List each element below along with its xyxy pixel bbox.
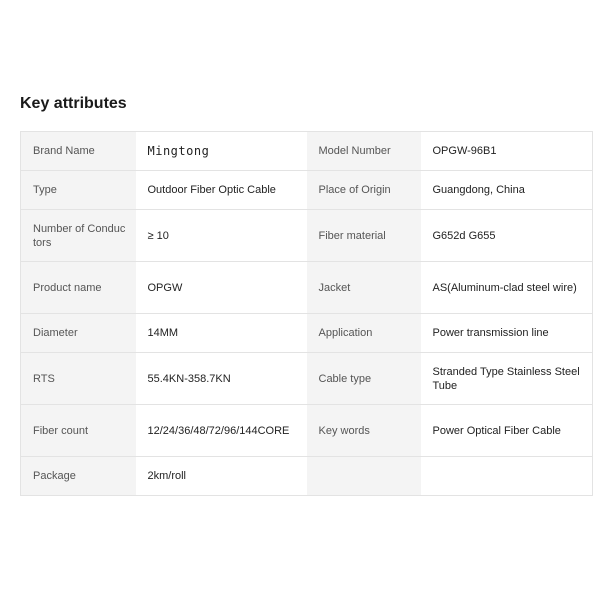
attribute-value: G652d G655 — [421, 210, 593, 262]
attribute-label: Key words — [307, 405, 421, 457]
attribute-value: ≥ 10 — [136, 210, 307, 262]
attribute-label: Product name — [21, 262, 136, 314]
attribute-label: Application — [307, 314, 421, 353]
attribute-value: Guangdong, China — [421, 171, 593, 210]
attribute-label-empty — [307, 457, 421, 496]
table-row — [21, 132, 593, 171]
attribute-value: Power Optical Fiber Cable — [421, 405, 593, 457]
attribute-label: Place of Origin — [307, 171, 421, 210]
table-row — [21, 405, 593, 457]
attribute-value-empty — [421, 457, 593, 496]
attribute-label: RTS — [21, 353, 136, 405]
attribute-label: Diameter — [21, 314, 136, 353]
attribute-label: Jacket — [307, 262, 421, 314]
attribute-label: Type — [21, 171, 136, 210]
attribute-value: 12/24/36/48/72/96/144CORE — [136, 405, 307, 457]
table-row — [21, 353, 593, 405]
attribute-value: AS(Aluminum-clad steel wire) — [421, 262, 593, 314]
attribute-label: Model Number — [307, 132, 421, 171]
attribute-value: 14MM — [136, 314, 307, 353]
attribute-value: 2km/roll — [136, 457, 307, 496]
attribute-label: Fiber material — [307, 210, 421, 262]
attribute-label: Number of Conductors — [21, 210, 136, 262]
table-row — [21, 314, 593, 353]
attribute-value: Outdoor Fiber Optic Cable — [136, 171, 307, 210]
attribute-value: Power transmission line — [421, 314, 593, 353]
key-attributes-table — [20, 131, 593, 496]
attribute-label: Cable type — [307, 353, 421, 405]
table-row — [21, 262, 593, 314]
attribute-value: Stranded Type Stainless Steel Tube — [421, 353, 593, 405]
attribute-value: 55.4KN-358.7KN — [136, 353, 307, 405]
attribute-label: Package — [21, 457, 136, 496]
attribute-value: OPGW-96B1 — [421, 132, 593, 171]
attribute-value: OPGW — [136, 262, 307, 314]
table-row — [21, 171, 593, 210]
attribute-label: Brand Name — [21, 132, 136, 171]
section-title: Key attributes — [20, 95, 127, 112]
attribute-label: Fiber count — [21, 405, 136, 457]
table-row — [21, 457, 593, 496]
attribute-value: Mingtong — [136, 132, 307, 171]
table-row — [21, 210, 593, 262]
